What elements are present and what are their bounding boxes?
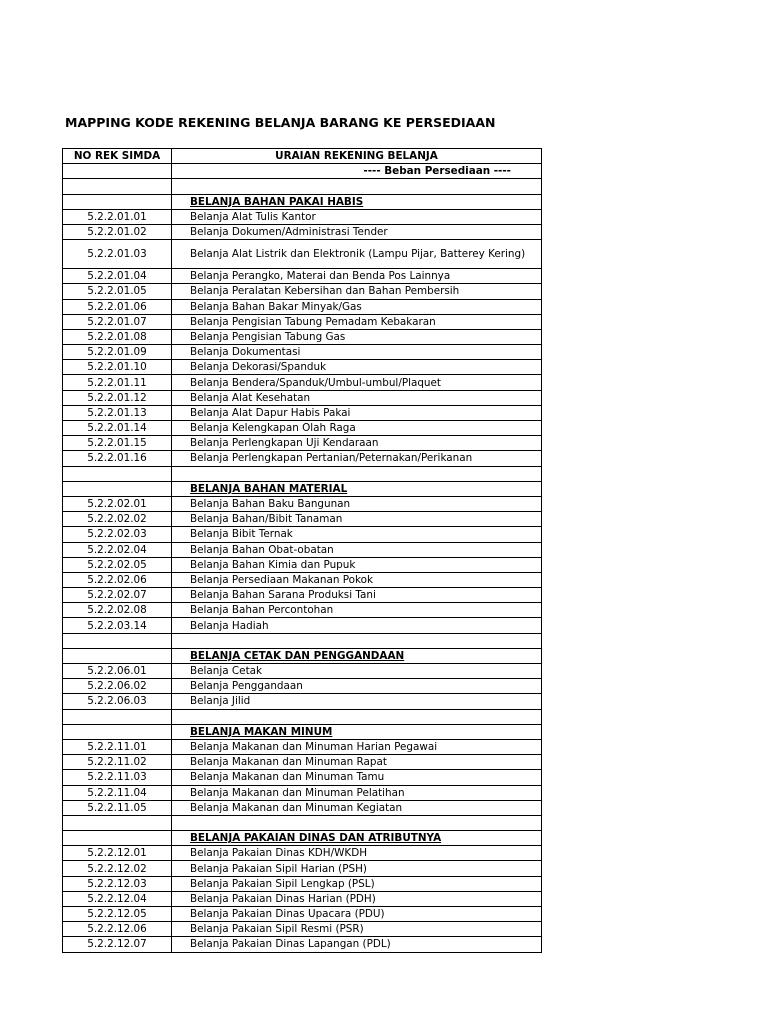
section-header-row	[63, 481, 542, 496]
section-title: BELANJA PAKAIAN DINAS DAN ATRIBUTNYA	[172, 831, 542, 846]
table-row	[63, 284, 542, 299]
blank-row	[63, 466, 542, 481]
account-description: Belanja Pakaian Dinas Upacara (PDU)	[172, 907, 542, 922]
blank-cell	[172, 466, 542, 481]
account-code: 5.2.2.01.11	[63, 375, 172, 390]
account-code: 5.2.2.12.04	[63, 891, 172, 906]
header-row	[63, 149, 542, 164]
table-row	[63, 527, 542, 542]
table-row	[63, 375, 542, 390]
section-title: BELANJA MAKAN MINUM	[172, 724, 542, 739]
account-code: 5.2.2.11.04	[63, 785, 172, 800]
table-row	[63, 421, 542, 436]
account-code: 5.2.2.06.01	[63, 664, 172, 679]
table-row	[63, 800, 542, 815]
account-code: 5.2.2.01.05	[63, 284, 172, 299]
account-code: 5.2.2.12.02	[63, 861, 172, 876]
account-code: 5.2.2.02.07	[63, 588, 172, 603]
account-description: Belanja Alat Tulis Kantor	[172, 209, 542, 224]
table-row	[63, 542, 542, 557]
account-code: 5.2.2.06.03	[63, 694, 172, 709]
account-description: Belanja Makanan dan Minuman Harian Pegawai	[172, 739, 542, 754]
table-row	[63, 390, 542, 405]
beban-label: ---- Beban Persediaan ----	[172, 164, 542, 179]
table-row	[63, 922, 542, 937]
account-description: Belanja Alat Dapur Habis Pakai	[172, 405, 542, 420]
account-code: 5.2.2.01.08	[63, 329, 172, 344]
account-description: Belanja Bahan Baku Bangunan	[172, 496, 542, 511]
blank-cell	[63, 709, 172, 724]
account-description: Belanja Kelengkapan Olah Raga	[172, 421, 542, 436]
account-code: 5.2.2.02.05	[63, 557, 172, 572]
account-code: 5.2.2.12.07	[63, 937, 172, 952]
account-code: 5.2.2.02.01	[63, 496, 172, 511]
account-description: Belanja Pengisian Tabung Gas	[172, 329, 542, 344]
header-code: NO REK SIMDA	[63, 149, 172, 164]
account-code: 5.2.2.01.12	[63, 390, 172, 405]
table-row	[63, 345, 542, 360]
table-row	[63, 739, 542, 754]
account-code: 5.2.2.01.03	[63, 240, 172, 269]
beban-row	[63, 164, 542, 179]
account-description: Belanja Bibit Ternak	[172, 527, 542, 542]
account-description: Belanja Perlengkapan Uji Kendaraan	[172, 436, 542, 451]
account-description: Belanja Hadiah	[172, 618, 542, 633]
section-header-row	[63, 194, 542, 209]
account-description: Belanja Penggandaan	[172, 679, 542, 694]
account-code: 5.2.2.01.15	[63, 436, 172, 451]
blank-cell	[63, 815, 172, 830]
mapping-table	[62, 148, 542, 953]
account-description: Belanja Cetak	[172, 664, 542, 679]
account-description: Belanja Pakaian Dinas Harian (PDH)	[172, 891, 542, 906]
table-row	[63, 314, 542, 329]
account-description: Belanja Makanan dan Minuman Tamu	[172, 770, 542, 785]
account-code: 5.2.2.01.01	[63, 209, 172, 224]
table-row	[63, 451, 542, 466]
table-row	[63, 694, 542, 709]
account-description: Belanja Makanan dan Minuman Rapat	[172, 755, 542, 770]
account-code: 5.2.2.02.02	[63, 512, 172, 527]
account-code: 5.2.2.01.04	[63, 269, 172, 284]
table-row	[63, 224, 542, 239]
account-code: 5.2.2.06.02	[63, 679, 172, 694]
table-row	[63, 436, 542, 451]
table-row	[63, 572, 542, 587]
account-description: Belanja Pakaian Dinas Lapangan (PDL)	[172, 937, 542, 952]
table-row	[63, 755, 542, 770]
account-code: 5.2.2.11.01	[63, 739, 172, 754]
section-header-row	[63, 648, 542, 663]
section-title: BELANJA CETAK DAN PENGGANDAAN	[172, 648, 542, 663]
account-description: Belanja Perangko, Materai dan Benda Pos Lainnya	[172, 269, 542, 284]
beban-code-cell	[63, 164, 172, 179]
account-code: 5.2.2.11.03	[63, 770, 172, 785]
table-row	[63, 299, 542, 314]
account-description: Belanja Pakaian Sipil Resmi (PSR)	[172, 922, 542, 937]
table-row	[63, 512, 542, 527]
account-code: 5.2.2.12.03	[63, 876, 172, 891]
table-row	[63, 907, 542, 922]
account-description: Belanja Bahan Percontohan	[172, 603, 542, 618]
account-code: 5.2.2.02.04	[63, 542, 172, 557]
account-description: Belanja Dokumen/Administrasi Tender	[172, 224, 542, 239]
account-code: 5.2.2.02.03	[63, 527, 172, 542]
account-description: Belanja Bahan Obat-obatan	[172, 542, 542, 557]
account-description: Belanja Peralatan Kebersihan dan Bahan Pembersih	[172, 284, 542, 299]
table-row	[63, 664, 542, 679]
section-code-cell	[63, 194, 172, 209]
account-description: Belanja Bahan Bakar Minyak/Gas	[172, 299, 542, 314]
blank-cell	[63, 466, 172, 481]
blank-row	[63, 815, 542, 830]
account-code: 5.2.2.01.06	[63, 299, 172, 314]
account-description: Belanja Bahan/Bibit Tanaman	[172, 512, 542, 527]
blank-cell	[172, 709, 542, 724]
account-description: Belanja Dekorasi/Spanduk	[172, 360, 542, 375]
account-code: 5.2.2.02.06	[63, 572, 172, 587]
account-code: 5.2.2.12.01	[63, 846, 172, 861]
table-row	[63, 588, 542, 603]
table-row	[63, 876, 542, 891]
blank-cell	[172, 179, 542, 194]
section-code-cell	[63, 648, 172, 663]
account-code: 5.2.2.11.05	[63, 800, 172, 815]
blank-cell	[172, 633, 542, 648]
table-row	[63, 240, 542, 269]
table-row	[63, 861, 542, 876]
account-description: Belanja Pakaian Sipil Harian (PSH)	[172, 861, 542, 876]
blank-cell	[63, 179, 172, 194]
blank-cell	[172, 815, 542, 830]
account-code: 5.2.2.01.09	[63, 345, 172, 360]
section-code-cell	[63, 724, 172, 739]
account-code: 5.2.2.01.13	[63, 405, 172, 420]
table-row	[63, 557, 542, 572]
account-description: Belanja Alat Listrik dan Elektronik (Lampu Pijar, Batterey Kering)	[172, 240, 542, 269]
account-code: 5.2.2.01.07	[63, 314, 172, 329]
account-code: 5.2.2.02.08	[63, 603, 172, 618]
table-row	[63, 937, 542, 952]
account-description: Belanja Bahan Kimia dan Pupuk	[172, 557, 542, 572]
account-description: Belanja Persediaan Makanan Pokok	[172, 572, 542, 587]
section-header-row	[63, 831, 542, 846]
table-row	[63, 405, 542, 420]
section-title: BELANJA BAHAN MATERIAL	[172, 481, 542, 496]
table-row	[63, 496, 542, 511]
account-description: Belanja Alat Kesehatan	[172, 390, 542, 405]
table-row	[63, 269, 542, 284]
blank-row	[63, 633, 542, 648]
blank-row	[63, 709, 542, 724]
account-description: Belanja Pakaian Dinas KDH/WKDH	[172, 846, 542, 861]
account-description: Belanja Bahan Sarana Produksi Tani	[172, 588, 542, 603]
section-code-cell	[63, 831, 172, 846]
account-description: Belanja Perlengkapan Pertanian/Peternakan/Perikanan	[172, 451, 542, 466]
table-row	[63, 891, 542, 906]
table-row	[63, 679, 542, 694]
account-description: Belanja Dokumentasi	[172, 345, 542, 360]
account-description: Belanja Makanan dan Minuman Pelatihan	[172, 785, 542, 800]
account-code: 5.2.2.01.16	[63, 451, 172, 466]
account-code: 5.2.2.12.05	[63, 907, 172, 922]
blank-cell	[63, 633, 172, 648]
blank-row	[63, 179, 542, 194]
section-code-cell	[63, 481, 172, 496]
account-code: 5.2.2.01.02	[63, 224, 172, 239]
section-title: BELANJA BAHAN PAKAI HABIS	[172, 194, 542, 209]
account-code: 5.2.2.03.14	[63, 618, 172, 633]
table-row	[63, 618, 542, 633]
account-description: Belanja Pakaian Sipil Lengkap (PSL)	[172, 876, 542, 891]
table-row	[63, 770, 542, 785]
table-row	[63, 846, 542, 861]
document-title: MAPPING KODE REKENING BELANJA BARANG KE PERSEDIAAN	[65, 115, 496, 130]
account-code: 5.2.2.01.10	[63, 360, 172, 375]
account-description: Belanja Pengisian Tabung Pemadam Kebakaran	[172, 314, 542, 329]
table-row	[63, 785, 542, 800]
account-code: 5.2.2.11.02	[63, 755, 172, 770]
account-description: Belanja Makanan dan Minuman Kegiatan	[172, 800, 542, 815]
account-code: 5.2.2.01.14	[63, 421, 172, 436]
mapping-table-body	[63, 149, 542, 953]
table-row	[63, 209, 542, 224]
table-row	[63, 329, 542, 344]
account-code: 5.2.2.12.06	[63, 922, 172, 937]
table-row	[63, 603, 542, 618]
account-description: Belanja Bendera/Spanduk/Umbul-umbul/Plaquet	[172, 375, 542, 390]
account-description: Belanja Jilid	[172, 694, 542, 709]
header-description: URAIAN REKENING BELANJA	[172, 149, 542, 164]
table-row	[63, 360, 542, 375]
section-header-row	[63, 724, 542, 739]
